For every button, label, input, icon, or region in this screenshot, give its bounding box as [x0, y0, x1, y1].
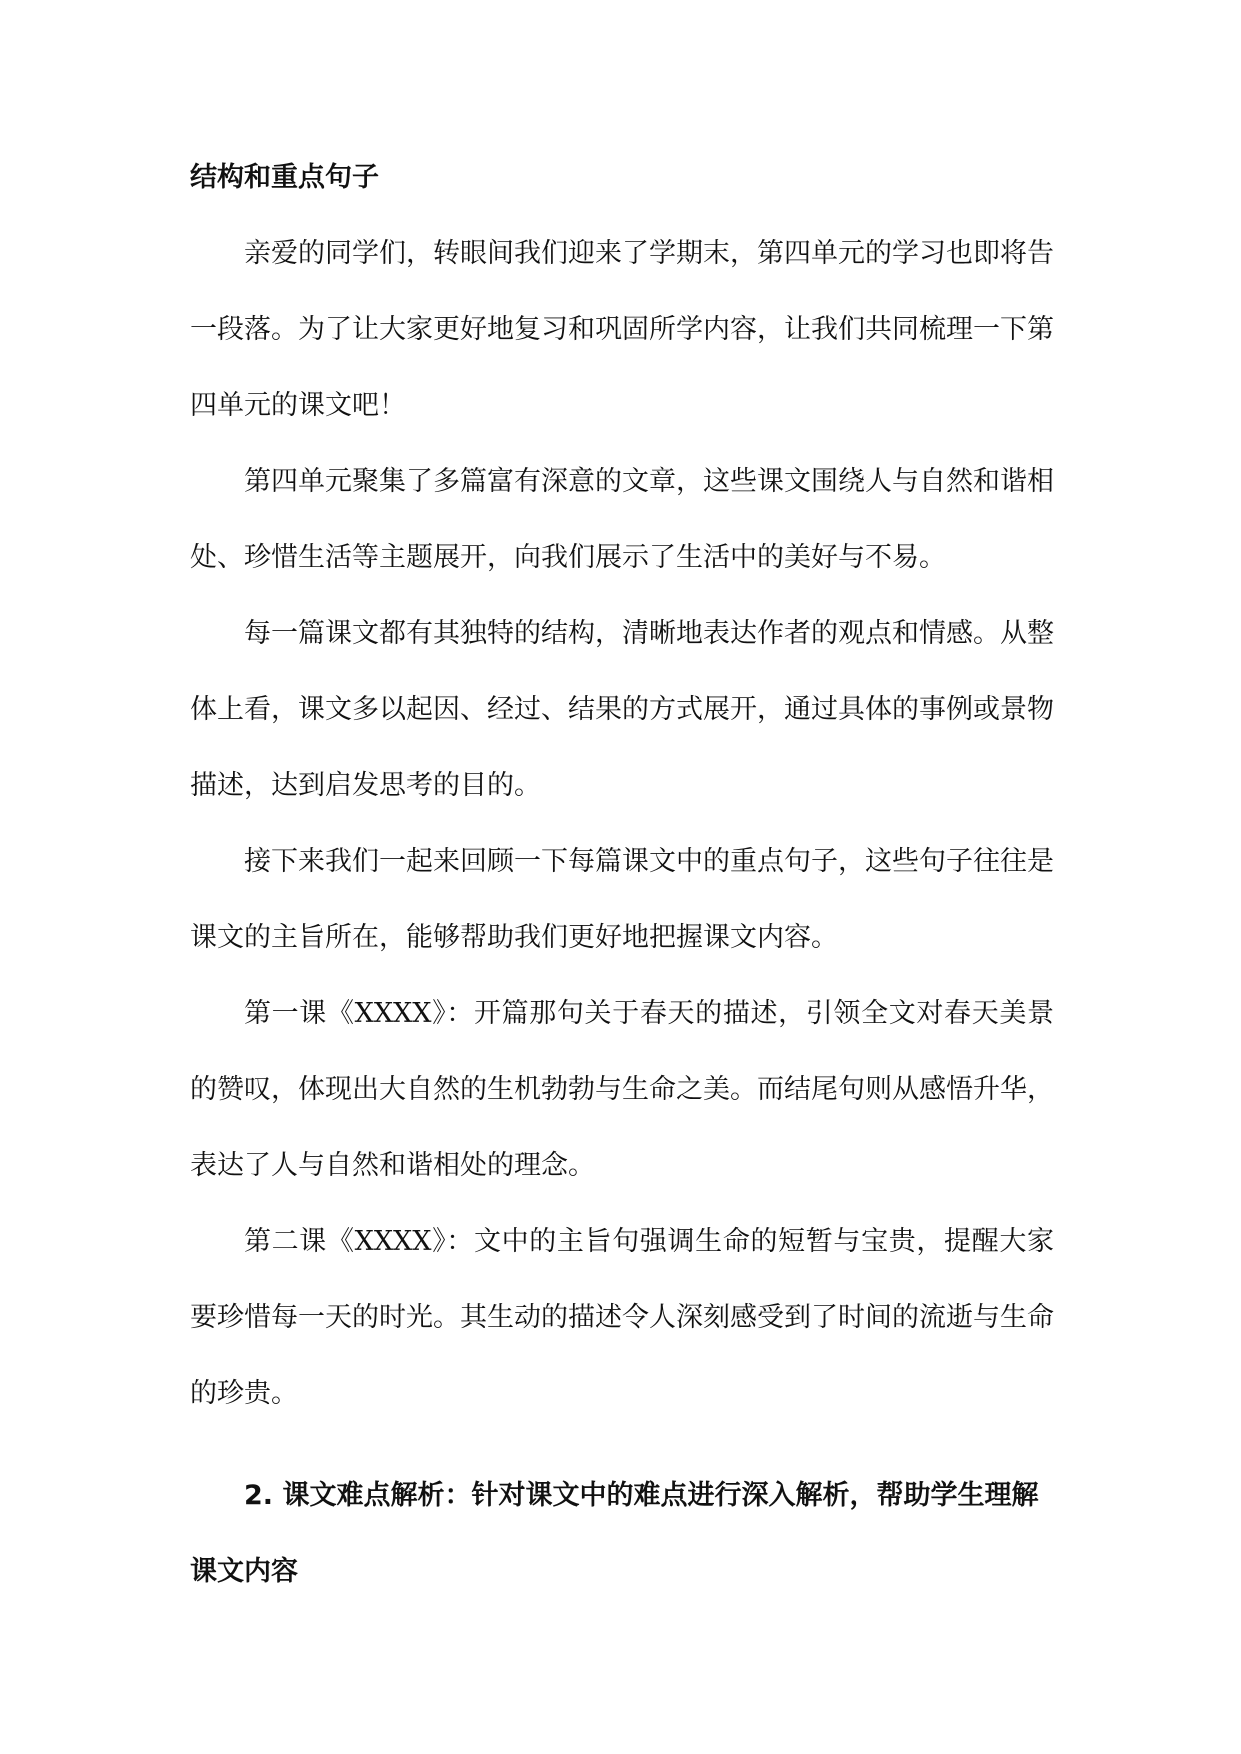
paragraph-key-sentences: 接下来我们一起来回顾一下每篇课文中的重点句子，这些句子往往是课文的主旨所在，能够帮助我们更好地把握课文内容。 [190, 846, 1054, 953]
paragraph-lesson-one: 第一课《XXXX》：开篇那句关于春天的描述，引领全文对春天美景的赞叹，体现出大自然的生机勃勃与生命之美。而结尾句则从感悟升华，表达了人与自然和谐相处的理念。 [190, 998, 1054, 1181]
paragraph-lesson-two: 第二课《XXXX》：文中的主旨句强调生命的短暂与宝贵，提醒大家要珍惜每一天的时光。其生动的描述令人深刻感受到了时间的流逝与生命的珍贵。 [190, 1226, 1054, 1409]
section-heading: 结构和重点句子 [190, 162, 379, 193]
next-section-heading: 2. 课文难点解析：针对课文中的难点进行深入解析，帮助学生理解课文内容 [190, 1480, 1039, 1587]
paragraph-unit-overview: 第四单元聚集了多篇富有深意的文章，这些课文围绕人与自然和谐相处、珍惜生活等主题展开，向我们展示了生活中的美好与不易。 [190, 466, 1054, 573]
paragraph-structure: 每一篇课文都有其独特的结构，清晰地表达作者的观点和情感。从整体上看，课文多以起因、经过、结果的方式展开，通过具体的事例或景物描述，达到启发思考的目的。 [190, 618, 1054, 801]
document-body [190, 140, 1054, 1610]
paragraph-intro: 亲爱的同学们，转眼间我们迎来了学期末，第四单元的学习也即将告一段落。为了让大家更好地复习和巩固所学内容，让我们共同梳理一下第四单元的课文吧！ [190, 238, 1054, 421]
